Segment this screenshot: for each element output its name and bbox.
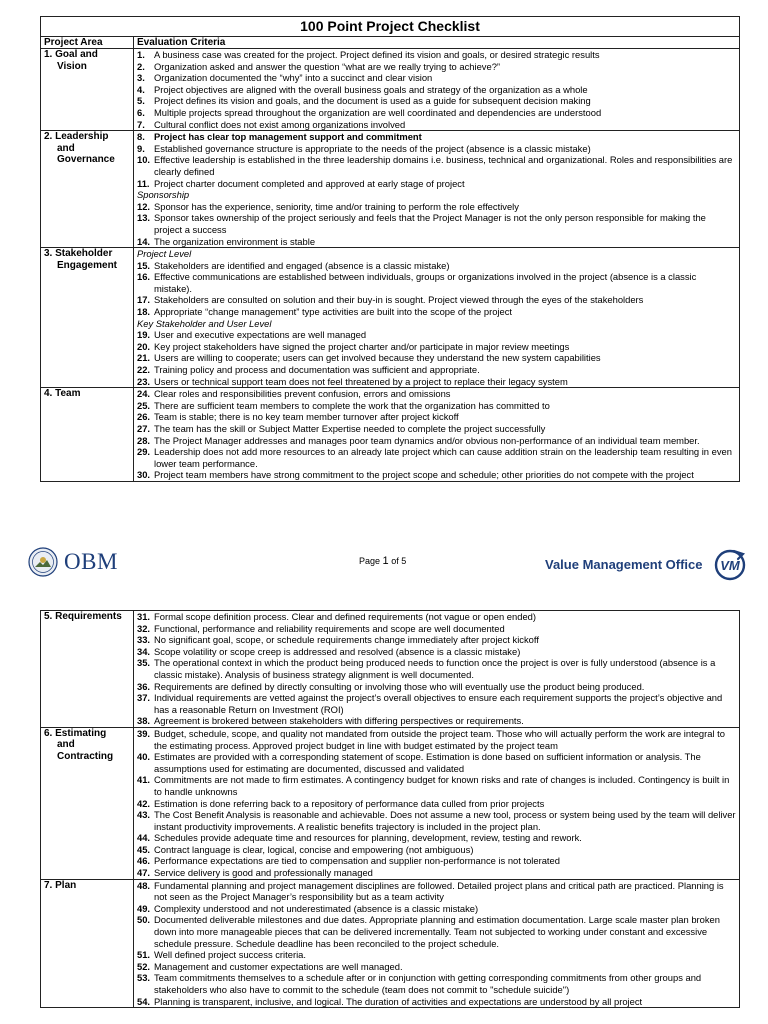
criteria-item <box>137 996 736 1008</box>
criteria-number: 48. <box>137 879 151 891</box>
criteria-text: Commitments are not made to firm estimates. A contingency budget for known risks and rate of changes is included. Contingency is built in to handle unknowns <box>154 774 730 797</box>
criteria-text: Management and customer expectations are well managed. <box>154 960 403 972</box>
criteria-item <box>137 972 736 995</box>
criteria-number: 54. <box>137 995 151 1007</box>
criteria-number: 42. <box>137 797 151 809</box>
criteria-text: Multiple projects spread throughout the organization are well coordinated and dependencies are understood <box>154 106 602 118</box>
criteria-item <box>137 84 736 96</box>
criteria-item <box>137 646 736 658</box>
criteria-number: 14. <box>137 235 151 247</box>
criteria-cell <box>134 727 740 879</box>
criteria-text: Organization asked and answer the question “what are we really trying to achieve?” <box>154 60 501 72</box>
criteria-text: Project has clear top management support and commitment <box>154 131 422 143</box>
criteria-item <box>137 634 736 646</box>
criteria-text: Agreement is brokered between stakeholders with differing perspectives or requirements. <box>154 715 524 727</box>
project-area-label: 3. Stakeholder <box>44 248 113 260</box>
criteria-item <box>137 832 736 844</box>
criteria-number: 1. <box>137 49 145 60</box>
criteria-number: 5. <box>137 95 145 107</box>
criteria-text: Established governance structure is appropriate to the needs of the project (absence is a classic mistake) <box>154 142 591 154</box>
criteria-text: Cultural conflict does not exist among organizations involved <box>154 118 406 130</box>
criteria-item <box>137 131 736 143</box>
criteria-number: 38. <box>137 715 151 727</box>
value-management-office-label: Value Management Office <box>545 557 703 572</box>
criteria-cell <box>134 248 740 388</box>
checklist-page-1 <box>40 16 739 482</box>
criteria-number: 44. <box>137 832 151 844</box>
criteria-item <box>137 352 736 364</box>
section-row <box>41 727 740 879</box>
project-area-label: Contracting <box>57 750 114 762</box>
section-row <box>41 388 740 482</box>
criteria-text: Project charter document completed and approved at early stage of project <box>154 177 465 189</box>
criteria-number: 53. <box>137 972 151 984</box>
criteria-text: The operational context in which the product being produced needs to function once the project is over is fully understood (absence is a classic mistake). Analysis of business strategy alignment is well documented. <box>154 657 716 680</box>
project-area-label: 2. Leadership <box>44 131 109 143</box>
criteria-item <box>137 446 736 469</box>
project-area-cell <box>41 727 134 879</box>
criteria-number: 7. <box>137 118 145 130</box>
checklist-table-1 <box>40 16 740 482</box>
criteria-number: 49. <box>137 902 151 914</box>
criteria-item <box>137 107 736 119</box>
criteria-number: 43. <box>137 809 151 821</box>
criteria-number: 22. <box>137 364 151 376</box>
criteria-number: 47. <box>137 867 151 879</box>
criteria-number: 41. <box>137 774 151 786</box>
criteria-item <box>137 469 736 481</box>
criteria-text: Sponsor takes ownership of the project seriously and feels that the Project Manager is not the only person responsible for making the project a success <box>154 212 706 235</box>
criteria-text: Performance expectations are tied to compensation and supplier non-performance is not tolerated <box>154 855 560 867</box>
criteria-number: 11. <box>137 177 150 189</box>
page-title: 100 Point Project Checklist <box>41 17 740 37</box>
checklist-table-2 <box>40 610 740 1008</box>
criteria-item <box>137 715 736 727</box>
column-header-criteria: Evaluation Criteria <box>134 37 740 49</box>
criteria-text: Clear roles and responsibilities prevent confusion, errors and omissions <box>154 388 451 400</box>
criteria-item <box>137 72 736 84</box>
criteria-text: Stakeholders are consulted on solution and their buy-in is sought. Project viewed through the eyes of the stakeholders <box>154 294 644 306</box>
criteria-item <box>137 271 736 294</box>
criteria-number: 37. <box>137 692 151 704</box>
criteria-item <box>137 61 736 73</box>
criteria-number: 24. <box>137 388 151 400</box>
obm-logo-text: OBM <box>64 549 118 574</box>
criteria-item <box>137 880 736 903</box>
criteria-item <box>137 341 736 353</box>
criteria-number: 25. <box>137 399 151 411</box>
criteria-text: Leadership does not add more resources to an already late project which can cause addition strain on the leadership team resulting in even lower team performance. <box>154 446 732 469</box>
page-prefix: Page <box>359 556 381 566</box>
criteria-text: Appropriate “change management” type activities are built into the scope of the project <box>154 306 513 318</box>
criteria-item <box>137 623 736 635</box>
criteria-item <box>137 751 736 774</box>
criteria-text: Planning is transparent, inclusive, and logical. The duration of activities and expectations are understood by all project <box>154 995 643 1007</box>
project-area-label: 5. Requirements <box>44 611 122 622</box>
criteria-number: 18. <box>137 306 151 318</box>
criteria-text: A business case was created for the project. Project defined its vision and goals, or desired strategic results <box>154 49 600 60</box>
criteria-text: Scope volatility or scope creep is addressed and resolved (absence is a classic mistake) <box>154 645 521 657</box>
project-area-label: and <box>57 142 75 154</box>
criteria-number: 29. <box>137 446 151 458</box>
project-area-cell <box>41 248 134 388</box>
criteria-item <box>137 154 736 177</box>
criteria-text: Schedules provide adequate time and resources for planning, development, review, testing and rework. <box>154 832 582 844</box>
criteria-cell <box>134 388 740 482</box>
criteria-text: Contract language is clear, logical, concise and empowering (not ambiguous) <box>154 843 474 855</box>
criteria-number: 17. <box>137 294 151 306</box>
criteria-number: 10. <box>137 154 151 166</box>
criteria-text: There are sufficient team members to complete the work that the organization has committed to <box>154 399 550 411</box>
page-of: of <box>391 556 399 566</box>
criteria-text: Complexity understood and not underestimated (absence is a classic mistake) <box>154 902 479 914</box>
criteria-item <box>137 903 736 915</box>
criteria-number: 32. <box>137 622 151 634</box>
criteria-number: 21. <box>137 352 151 364</box>
criteria-number: 36. <box>137 680 151 692</box>
criteria-number: 26. <box>137 411 151 423</box>
criteria-number: 52. <box>137 960 151 972</box>
criteria-item <box>137 294 736 306</box>
project-area-cell <box>41 611 134 728</box>
criteria-subheading: Sponsorship <box>137 189 190 201</box>
criteria-text: Organization documented the “why” into a succinct and clear vision <box>154 72 433 84</box>
vmo-logo-icon <box>713 548 747 582</box>
criteria-number: 13. <box>137 212 151 224</box>
criteria-item <box>137 400 736 412</box>
criteria-text: Stakeholders are identified and engaged (absence is a classic mistake) <box>154 259 450 271</box>
criteria-text: Formal scope definition process. Clear and defined requirements (not vague or open ended) <box>154 611 536 622</box>
criteria-text: Effective leadership is established in the three leadership domains i.e. business, technical and organizational. Roles and responsibilities are clearly defined <box>154 154 733 177</box>
criteria-cell <box>134 611 740 728</box>
criteria-text: Effective communications are established between individuals, groups or organizations involved in the project (absence is a classic mistake). <box>154 271 697 294</box>
criteria-number: 40. <box>137 751 151 763</box>
criteria-number: 50. <box>137 914 151 926</box>
page-number <box>359 555 406 567</box>
criteria-text: Budget, schedule, scope, and quality not mandated from outside the project team. Those who will actually perform the work are integral to the estimating process. Approved project budget in line with budget estimated by the project team <box>154 727 725 751</box>
criteria-item <box>137 388 736 400</box>
criteria-number: 2. <box>137 60 145 72</box>
criteria-text: The organization environment is stable <box>154 235 316 247</box>
criteria-item <box>137 798 736 810</box>
criteria-number: 30. <box>137 469 151 481</box>
criteria-number: 20. <box>137 340 151 352</box>
vmo-logo-letters: VM <box>720 558 740 573</box>
criteria-number: 45. <box>137 843 151 855</box>
criteria-number: 9. <box>137 142 145 154</box>
criteria-number: 28. <box>137 434 151 446</box>
project-area-cell <box>41 131 134 248</box>
criteria-text: Estimates are provided with a corresponding statement of scope. Estimation is done based on sufficient information or analysis. The assumptions used for estimating are documented, discussed and validated <box>154 751 701 774</box>
criteria-item <box>137 774 736 797</box>
criteria-item <box>137 306 736 318</box>
criteria-item <box>137 611 736 623</box>
project-area-cell <box>41 49 134 131</box>
ohio-seal-icon <box>28 547 58 577</box>
criteria-item <box>137 411 736 423</box>
criteria-item <box>137 728 736 751</box>
criteria-text: Estimation is done referring back to a repository of performance data culled from prior projects <box>154 797 545 809</box>
criteria-text: The team has the skill or Subject Matter Expertise needed to complete the project successfully <box>154 423 546 434</box>
criteria-number: 4. <box>137 83 145 95</box>
project-area-label: and <box>57 739 75 751</box>
criteria-number: 19. <box>137 329 151 341</box>
criteria-item <box>137 423 736 435</box>
criteria-number: 16. <box>137 271 151 283</box>
criteria-text: Functional, performance and reliability requirements and scope are well documented <box>154 622 505 634</box>
criteria-text: The Project Manager addresses and manages poor team dynamics and/or obvious non-performance of an individual team member. <box>154 434 700 446</box>
criteria-item <box>137 49 736 61</box>
checklist-page-2 <box>40 610 739 1008</box>
criteria-text: Fundamental planning and project management disciplines are followed. Detailed project plans and critical path are practiced. Planning is not seen as the Project Manager’s responsibility but as a team activity <box>154 879 724 903</box>
criteria-item <box>137 260 736 272</box>
section-row <box>41 879 740 1008</box>
criteria-item <box>137 435 736 447</box>
criteria-number: 6. <box>137 106 145 118</box>
criteria-number: 3. <box>137 72 145 84</box>
criteria-number: 39. <box>137 727 151 739</box>
criteria-text: Individual requirements are vetted against the project’s overall objectives to ensure each requirement supports the project’s objective and has a reasonable Return on Investment (ROI) <box>154 692 723 715</box>
criteria-text: Users or technical support team does not feel threatened by a project to replace their legacy system <box>154 375 568 387</box>
criteria-item <box>137 961 736 973</box>
project-area-label: Governance <box>57 154 115 166</box>
project-area-label: Engagement <box>57 259 118 271</box>
criteria-item <box>137 143 736 155</box>
criteria-number: 34. <box>137 645 151 657</box>
criteria-text: Project objectives are aligned with the overall business goals and strategy of the organization as a whole <box>154 83 588 95</box>
section-row <box>41 611 740 728</box>
criteria-text: User and executive expectations are well managed <box>154 329 367 341</box>
criteria-text: The Cost Benefit Analysis is reasonable and achievable. Does not assume a new tool, process or system being used by the team will deliver instant productivity improvements. A realistic benefits trajectory is included in the project plan. <box>154 809 736 832</box>
criteria-item <box>137 178 736 190</box>
criteria-subheading: Project Level <box>137 248 192 260</box>
criteria-item <box>137 844 736 856</box>
section-row <box>41 49 740 131</box>
criteria-item <box>137 212 736 235</box>
criteria-item <box>137 119 736 131</box>
criteria-item <box>137 95 736 107</box>
criteria-number: 46. <box>137 855 151 867</box>
criteria-cell <box>134 131 740 248</box>
criteria-item <box>137 949 736 961</box>
criteria-text: Project defines its vision and goals, and the document is used as a guide for subsequent decision making <box>154 95 591 107</box>
criteria-text: Key project stakeholders have signed the project charter and/or participate in major review meetings <box>154 340 570 352</box>
criteria-item <box>137 201 736 213</box>
criteria-text: Sponsor has the experience, seniority, time and/or training to perform the role effectively <box>154 200 519 212</box>
section-row <box>41 131 740 248</box>
criteria-number: 8. <box>137 131 145 143</box>
project-area-label: 4. Team <box>44 388 81 400</box>
criteria-text: Users are willing to cooperate; users can get involved because they understand the new system capabilities <box>154 352 601 364</box>
criteria-text: Documented deliverable milestones and due dates. Appropriate planning and estimation documentation. Large scale master plan broken down into more manageable pieces that can be delivered incrementally. Team not subjected to working under constant and excessive schedule pressure. Schedule deadline has been reconciled to the project schedule. <box>154 914 720 949</box>
criteria-item <box>137 855 736 867</box>
criteria-text: Training policy and process and documentation was sufficient and appropriate. <box>154 364 480 376</box>
criteria-item <box>137 692 736 715</box>
criteria-text: Requirements are defined by directly consulting or involving those who will eventually use the product being produced. <box>154 680 645 692</box>
criteria-text: Team commitments themselves to a schedule after or in conjunction with getting corresponding commitments from other groups and stakeholders who also have to commit to the schedule (team does not commit to "schedule suicide") <box>154 972 702 995</box>
criteria-item <box>137 867 736 879</box>
criteria-cell <box>134 49 740 131</box>
criteria-subheading: Key Stakeholder and User Level <box>137 317 272 329</box>
criteria-item <box>137 809 736 832</box>
project-area-label: Vision <box>57 60 87 72</box>
criteria-text: Project team members have strong commitment to the project scope and schedule; other priorities do not compete with the project <box>154 469 694 481</box>
criteria-item <box>137 657 736 680</box>
page-footer <box>0 535 768 595</box>
project-area-cell <box>41 879 134 1008</box>
criteria-cell <box>134 879 740 1008</box>
project-area-label: 6. Estimating <box>44 727 107 739</box>
criteria-number: 51. <box>137 949 151 961</box>
page-current: 1 <box>382 555 389 567</box>
criteria-item <box>137 376 736 388</box>
criteria-text: Team is stable; there is no key team member turnover after project kickoff <box>154 411 459 423</box>
criteria-item <box>137 914 736 949</box>
section-row <box>41 248 740 388</box>
page-total: 5 <box>401 556 407 566</box>
criteria-number: 35. <box>137 657 151 669</box>
criteria-number: 27. <box>137 423 151 434</box>
project-area-label: 7. Plan <box>44 879 77 891</box>
project-area-label: 1. Goal and <box>44 49 98 60</box>
project-area-cell <box>41 388 134 482</box>
criteria-number: 33. <box>137 634 151 646</box>
criteria-number: 12. <box>137 200 151 212</box>
criteria-item <box>137 236 736 248</box>
criteria-number: 23. <box>137 375 151 387</box>
criteria-item <box>137 364 736 376</box>
criteria-text: Well defined project success criteria. <box>154 949 306 961</box>
criteria-item <box>137 681 736 693</box>
column-header-area: Project Area <box>41 37 134 49</box>
criteria-number: 15. <box>137 259 151 271</box>
criteria-item <box>137 329 736 341</box>
criteria-text: No significant goal, scope, or schedule requirements change immediately after project kickoff <box>154 634 539 646</box>
criteria-text: Service delivery is good and professionally managed <box>154 867 373 879</box>
criteria-number: 31. <box>137 611 151 622</box>
